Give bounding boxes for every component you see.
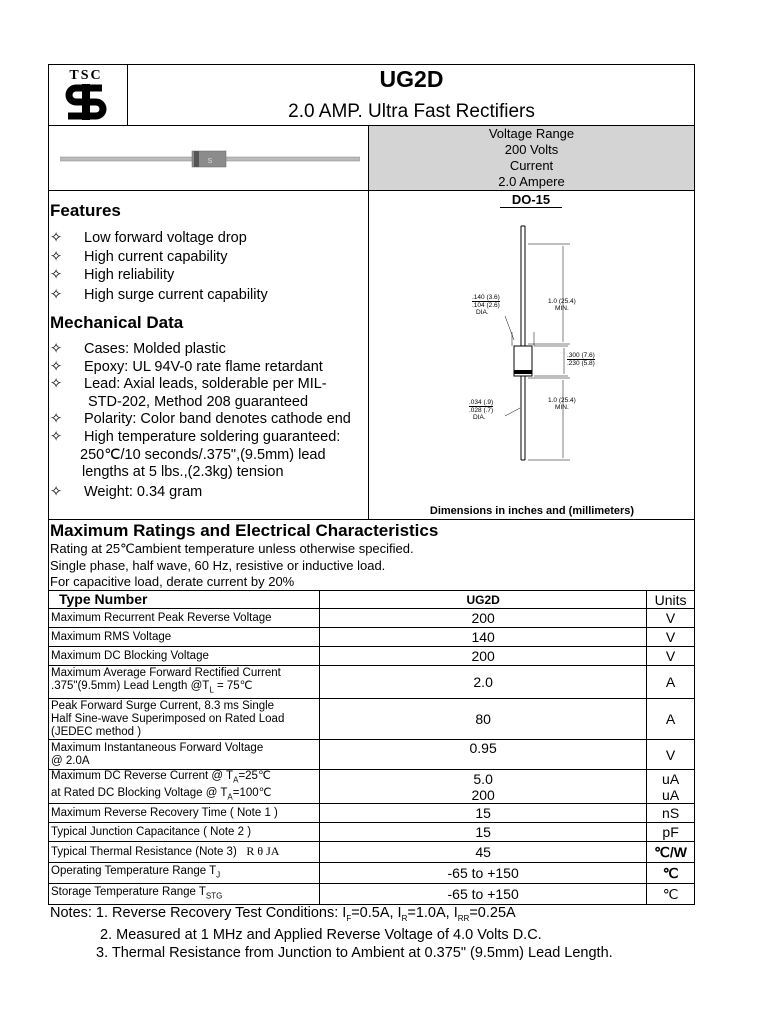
value-cell: 140 xyxy=(320,628,647,647)
dim-top-lead-length xyxy=(548,298,576,312)
do15-dimension-drawing xyxy=(460,208,620,472)
note-text: =1.0A, I xyxy=(407,905,458,921)
mechanical-list xyxy=(50,341,351,501)
col-units: Units xyxy=(647,591,695,609)
list-item xyxy=(50,376,351,394)
param-cell: Typical Junction Capacitance ( Note 2 ) xyxy=(49,823,320,842)
param-line xyxy=(51,770,317,786)
param-line: Half Sine-wave Superimposed on Rated Load xyxy=(51,712,285,725)
bullet-icon: ✧ xyxy=(50,341,63,357)
logo-text: TSC xyxy=(69,68,103,83)
list-item xyxy=(50,411,351,429)
unit-cell: V xyxy=(647,628,695,647)
bullet-icon: ✧ xyxy=(50,483,63,500)
value-cell: 0.95 xyxy=(320,740,647,770)
value-cell: 45 xyxy=(320,842,647,863)
param-cell xyxy=(49,770,320,804)
note-text: Notes: 1. Reverse Recovery Test Conditions: I xyxy=(50,905,347,921)
unit-line: uA xyxy=(662,770,680,787)
col-part-number: UG2D xyxy=(320,591,647,609)
ratings-heading: Maximum Ratings and Electrical Characteristics xyxy=(50,521,439,540)
list-item xyxy=(50,248,268,267)
table-row xyxy=(49,842,695,863)
param-text: Typical Thermal Resistance (Note 3) xyxy=(51,846,237,858)
ratings-line: Single phase, half wave, 60 Hz, resistive or inductive load. xyxy=(50,557,386,573)
param-cell xyxy=(49,842,320,863)
ratings-divider xyxy=(48,519,695,520)
unit-cell: ℃ xyxy=(647,884,695,905)
table-row xyxy=(49,863,695,884)
dim-text: .300 (7.6) xyxy=(567,352,595,359)
param-cell: Maximum RMS Voltage xyxy=(49,628,320,647)
ratings-line: Rating at 25℃ambient temperature unless otherwise specified. xyxy=(50,541,414,556)
unit-cell: V xyxy=(647,609,695,628)
list-item xyxy=(50,429,351,447)
param-text: at Rated DC Blocking Voltage @ T xyxy=(51,786,228,799)
param-text: =100℃ xyxy=(232,786,272,799)
dim-text: DIA. xyxy=(476,309,489,316)
dim-wire-diameter xyxy=(469,399,493,421)
param-text: Operating Temperature Range T xyxy=(51,864,217,877)
unit-cell: ℃/W xyxy=(647,842,695,863)
part-number: UG2D xyxy=(379,66,444,92)
value-cell xyxy=(320,770,647,804)
value-cell: 15 xyxy=(320,804,647,823)
summary-box xyxy=(369,126,694,190)
value-cell: 80 xyxy=(320,699,647,740)
col-type-number: Type Number xyxy=(49,591,320,609)
unit-line: uA xyxy=(662,786,680,803)
bullet-icon: ✧ xyxy=(50,230,63,246)
ratings-line: For capacitive load, derate current by 20% xyxy=(50,574,295,589)
subtitle: 2.0 AMP. Ultra Fast Rectifiers xyxy=(288,101,535,122)
param-sub: L xyxy=(209,685,214,695)
list-item-text: High reliability xyxy=(84,267,175,283)
table-row xyxy=(49,823,695,842)
param-cell xyxy=(49,666,320,699)
bullet-icon: ✧ xyxy=(50,267,63,283)
table-row xyxy=(49,628,695,647)
dim-text: .104 (2.6) xyxy=(472,302,500,309)
dim-text: MIN. xyxy=(555,305,569,312)
param-text: =25℃ xyxy=(238,770,271,783)
svg-text:S: S xyxy=(207,158,213,165)
param-text: Maximum DC Reverse Current @ T xyxy=(51,770,234,783)
dim-text: 1.0 (25.4) xyxy=(548,298,576,305)
list-item xyxy=(50,447,351,465)
list-item xyxy=(50,464,351,482)
diode-illustration xyxy=(60,148,360,172)
param-text: .375"(9.5mm) Lead Length @T xyxy=(51,680,210,693)
list-item xyxy=(50,229,268,248)
note-text: =0.5A, I xyxy=(351,905,402,921)
param-cell xyxy=(49,863,320,884)
note-sub: RR xyxy=(457,913,470,923)
value-cell: 2.0 xyxy=(320,666,647,699)
value-cell: 15 xyxy=(320,823,647,842)
dim-text: MIN. xyxy=(555,404,569,411)
bullet-icon: ✧ xyxy=(50,248,63,265)
unit-cell: V xyxy=(647,740,695,770)
list-item-text: Cases: Molded plastic xyxy=(84,341,226,357)
param-line xyxy=(51,680,317,696)
unit-cell xyxy=(647,770,695,804)
param-sub: A xyxy=(227,791,233,801)
bullet-icon: ✧ xyxy=(50,428,63,445)
voltage-range-value: 200 Volts xyxy=(504,142,559,157)
dim-bottom-lead-length xyxy=(548,397,576,411)
unit-cell: ℃ xyxy=(647,863,695,884)
list-item-text: High current capability xyxy=(84,248,228,265)
dim-text: .230 (5.8) xyxy=(567,360,595,367)
bullet-icon: ✧ xyxy=(50,286,63,303)
param-cell: Maximum Reverse Recovery Time ( Note 1 ) xyxy=(49,804,320,823)
dim-text: .028 (.7) xyxy=(469,407,494,414)
dim-text: 1.0 (25.4) xyxy=(548,397,576,404)
value-line: 5.0 xyxy=(473,770,493,787)
list-item-text: Weight: 0.34 gram xyxy=(84,483,203,500)
value-cell: -65 to +150 xyxy=(320,884,647,905)
mechanical-heading: Mechanical Data xyxy=(50,313,184,332)
dim-lead-diameter xyxy=(472,294,500,316)
ratings-table xyxy=(48,590,695,905)
value-line: 200 xyxy=(471,786,495,803)
value-cell: 200 xyxy=(320,609,647,628)
note-1 xyxy=(50,905,613,927)
current-value: 2.0 Ampere xyxy=(498,174,565,189)
logo-mark-icon xyxy=(62,84,112,120)
table-row xyxy=(49,884,695,905)
dim-text: DIA. xyxy=(473,414,486,421)
param-line xyxy=(51,787,317,803)
list-item-text: STD-202, Method 208 guaranteed xyxy=(88,393,309,410)
thermal-resistance-symbol: R θ JA xyxy=(246,844,280,858)
param-cell xyxy=(49,884,320,905)
table-row xyxy=(49,647,695,666)
list-item-text: Polarity: Color band denotes cathode end xyxy=(84,411,351,428)
dim-text: .034 (.9) xyxy=(469,399,494,406)
note-sub: F xyxy=(346,913,352,923)
param-line: Peak Forward Surge Current, 8.3 ms Single xyxy=(51,699,275,712)
list-item-text: High surge current capability xyxy=(84,286,268,303)
list-item-text: Low forward voltage drop xyxy=(84,230,247,246)
list-item xyxy=(50,484,351,502)
tsc-logo xyxy=(56,68,120,122)
param-cell: Maximum DC Blocking Voltage xyxy=(49,647,320,666)
list-item-text: Epoxy: UL 94V-0 rate flame retardant xyxy=(84,358,323,375)
features-heading: Features xyxy=(50,201,121,220)
bullet-icon: ✧ xyxy=(50,411,63,428)
summary-divider xyxy=(48,190,695,191)
note-text: =0.25A xyxy=(469,905,516,921)
param-cell: Maximum Recurrent Peak Reverse Voltage xyxy=(49,609,320,628)
dimensions-caption: Dimensions in inches and (millimeters) xyxy=(429,505,635,517)
features-list xyxy=(50,229,268,304)
note-2: 2. Measured at 1 MHz and Applied Reverse Voltage of 4.0 Volts D.C. xyxy=(100,927,542,944)
list-item-text: Lead: Axial leads, solderable per MIL- xyxy=(84,376,327,393)
param-cell xyxy=(49,740,320,770)
unit-cell: A xyxy=(647,666,695,699)
value-cell: -65 to +150 xyxy=(320,863,647,884)
unit-cell: A xyxy=(647,699,695,740)
list-item-text: 250℃/10 seconds/.375",(9.5mm) lead xyxy=(80,446,326,463)
ratings-conditions xyxy=(50,541,414,591)
package-name: DO-15 xyxy=(500,192,562,208)
list-item-text: High temperature soldering guaranteed: xyxy=(84,428,341,445)
table-row xyxy=(49,804,695,823)
note-3: 3. Thermal Resistance from Junction to Ambient at 0.375" (9.5mm) Lead Length. xyxy=(96,944,613,961)
param-sub: A xyxy=(233,775,239,785)
list-item-text: lengths at 5 lbs.,(2.3kg) tension xyxy=(82,464,284,481)
list-item xyxy=(50,341,351,359)
param-line: Maximum Instantaneous Forward Voltage xyxy=(51,741,264,754)
note-sub: R xyxy=(401,913,408,923)
dim-body-length xyxy=(567,352,595,367)
param-line: @ 2.0A xyxy=(51,754,90,767)
table-header-row xyxy=(49,591,695,609)
table-row xyxy=(49,770,695,804)
list-item xyxy=(50,266,268,285)
param-cell xyxy=(49,699,320,740)
param-sub: J xyxy=(216,870,221,880)
list-item xyxy=(50,286,268,305)
dim-text: .140 (3.6) xyxy=(472,294,500,301)
unit-cell: pF xyxy=(647,823,695,842)
table-row xyxy=(49,740,695,770)
table-row xyxy=(49,666,695,699)
bullet-icon: ✧ xyxy=(50,376,63,393)
voltage-range-label: Voltage Range xyxy=(488,126,575,141)
table-row xyxy=(49,699,695,740)
param-line: (JEDEC method ) xyxy=(51,725,142,738)
param-line: Maximum Average Forward Rectified Current xyxy=(51,667,281,680)
value-cell: 200 xyxy=(320,647,647,666)
param-text: = 75℃ xyxy=(213,680,253,693)
unit-cell: nS xyxy=(647,804,695,823)
notes xyxy=(50,905,613,962)
param-sub: STG xyxy=(205,891,223,901)
list-item xyxy=(50,394,351,412)
list-item xyxy=(50,359,351,377)
current-label: Current xyxy=(509,158,554,173)
table-row xyxy=(49,609,695,628)
param-text: Storage Temperature Range T xyxy=(51,885,206,898)
unit-cell: V xyxy=(647,647,695,666)
bullet-icon: ✧ xyxy=(50,358,63,375)
